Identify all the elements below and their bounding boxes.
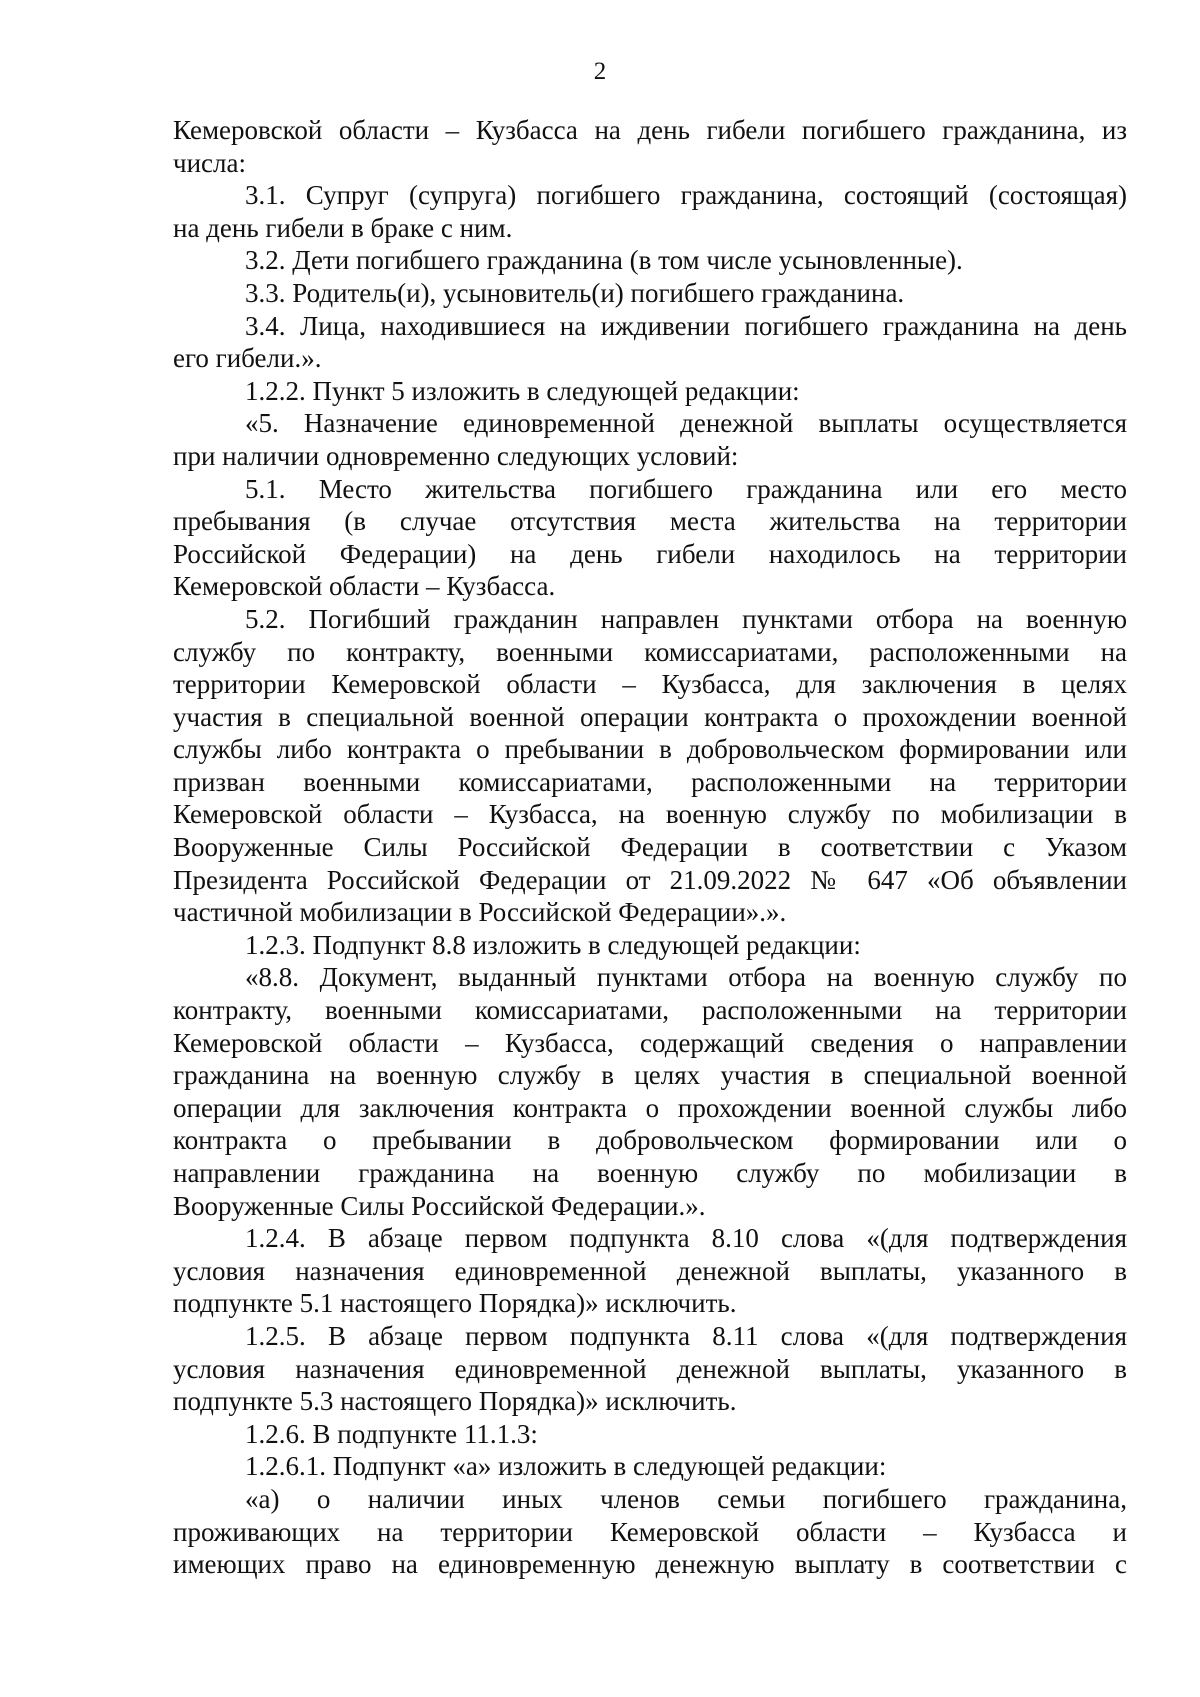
text-line: службы либо контракта о пребывании в добровольческом формировании или bbox=[173, 734, 1127, 765]
text-line: Вооруженные Силы Российской Федерации в соответствии с Указом bbox=[173, 832, 1127, 863]
text-line: числа: bbox=[173, 147, 246, 178]
text-line: Российской Федерации) на день гибели находилось на территории bbox=[173, 538, 1127, 569]
text-line: контракта о пребывании в добровольческом формировании или о bbox=[173, 1125, 1127, 1156]
text-line: участия в специальной военной операции контракта о прохождении военной bbox=[173, 701, 1127, 732]
text-line: территории Кемеровской области – Кузбасса, для заключения в целях bbox=[173, 669, 1127, 700]
text-line: при наличии одновременно следующих условий: bbox=[173, 440, 739, 471]
text-line: Кемеровской области – Кузбасса, содержащий сведения о направлении bbox=[173, 1027, 1127, 1058]
text-line: 5.1. Место жительства погибшего гражданина или его место bbox=[245, 473, 1127, 504]
text-line: условия назначения единовременной денежной выплаты, указанного в bbox=[173, 1255, 1127, 1286]
text-line: 1.2.5. В абзаце первом подпункта 8.11 слова «(для подтверждения bbox=[245, 1320, 1127, 1351]
text-line: частичной мобилизации в Российской Федерации».». bbox=[173, 897, 787, 928]
text-line: 5.2. Погибший гражданин направлен пунктами отбора на военную bbox=[245, 603, 1127, 634]
text-line: 3.4. Лица, находившиеся на иждивении погибшего гражданина на день bbox=[245, 310, 1127, 341]
text-line: «а) о наличии иных членов семьи погибшего гражданина, bbox=[245, 1483, 1127, 1514]
document-body bbox=[173, 114, 1127, 1581]
text-line: контракту, военными комиссариатами, расположенными на территории bbox=[173, 995, 1127, 1026]
text-line: имеющих право на единовременную денежную выплату в соответствии с bbox=[173, 1549, 1127, 1580]
text-line: направлении гражданина на военную службу по мобилизации в bbox=[173, 1158, 1127, 1188]
text-line: Президента Российской Федерации от 21.09.2022 № 647 «Об объявлении bbox=[173, 864, 1127, 895]
text-line: 1.2.4. В абзаце первом подпункта 8.10 слова «(для подтверждения bbox=[245, 1223, 1127, 1254]
page-number: 2 bbox=[593, 58, 607, 85]
text-line: подпункте 5.1 настоящего Порядка)» исключить. bbox=[173, 1288, 737, 1319]
text-line: подпункте 5.3 настоящего Порядка)» исключить. bbox=[173, 1386, 737, 1417]
text-line: на день гибели в браке с ним. bbox=[173, 212, 513, 243]
text-line: «5. Назначение единовременной денежной выплаты осуществляется bbox=[245, 408, 1127, 439]
text-line: 3.3. Родитель(и), усыновитель(и) погибшего гражданина. bbox=[245, 277, 905, 308]
text-line: условия назначения единовременной денежной выплаты, указанного в bbox=[173, 1353, 1127, 1384]
text-line: «8.8. Документ, выданный пунктами отбора на военную службу по bbox=[245, 962, 1127, 993]
text-line: операции для заключения контракта о прохождении военной службы либо bbox=[173, 1092, 1127, 1123]
text-line: проживающих на территории Кемеровской области – Кузбасса и bbox=[173, 1516, 1127, 1547]
text-line: пребывания (в случае отсутствия места жительства на территории bbox=[173, 506, 1127, 537]
text-line: гражданина на военную службу в целях участия в специальной военной bbox=[173, 1060, 1127, 1091]
text-line: Кемеровской области – Кузбасса на день гибели погибшего гражданина, из bbox=[173, 115, 1127, 145]
text-line: Вооруженные Силы Российской Федерации.». bbox=[173, 1190, 706, 1221]
text-line: 3.2. Дети погибшего гражданина (в том числе усыновленные). bbox=[245, 245, 963, 276]
text-line: Кемеровской области – Кузбасса. bbox=[173, 571, 556, 602]
text-line: службу по контракту, военными комиссариатами, расположенными на bbox=[173, 636, 1127, 667]
text-line: 1.2.3. Подпункт 8.8 изложить в следующей редакции: bbox=[245, 929, 861, 960]
text-line: 3.1. Супруг (супруга) погибшего гражданина, состоящий (состоящая) bbox=[245, 180, 1127, 211]
text-line: призван военными комиссариатами, расположенными на территории bbox=[173, 766, 1127, 797]
text-line: его гибели.». bbox=[173, 343, 322, 374]
text-line: 1.2.6. В подпункте 11.1.3: bbox=[245, 1418, 538, 1449]
text-line: 1.2.6.1. Подпункт «а» изложить в следующей редакции: bbox=[245, 1451, 887, 1482]
text-line: 1.2.2. Пункт 5 изложить в следующей редакции: bbox=[245, 375, 800, 406]
text-line: Кемеровской области – Кузбасса, на военную службу по мобилизации в bbox=[173, 799, 1127, 830]
